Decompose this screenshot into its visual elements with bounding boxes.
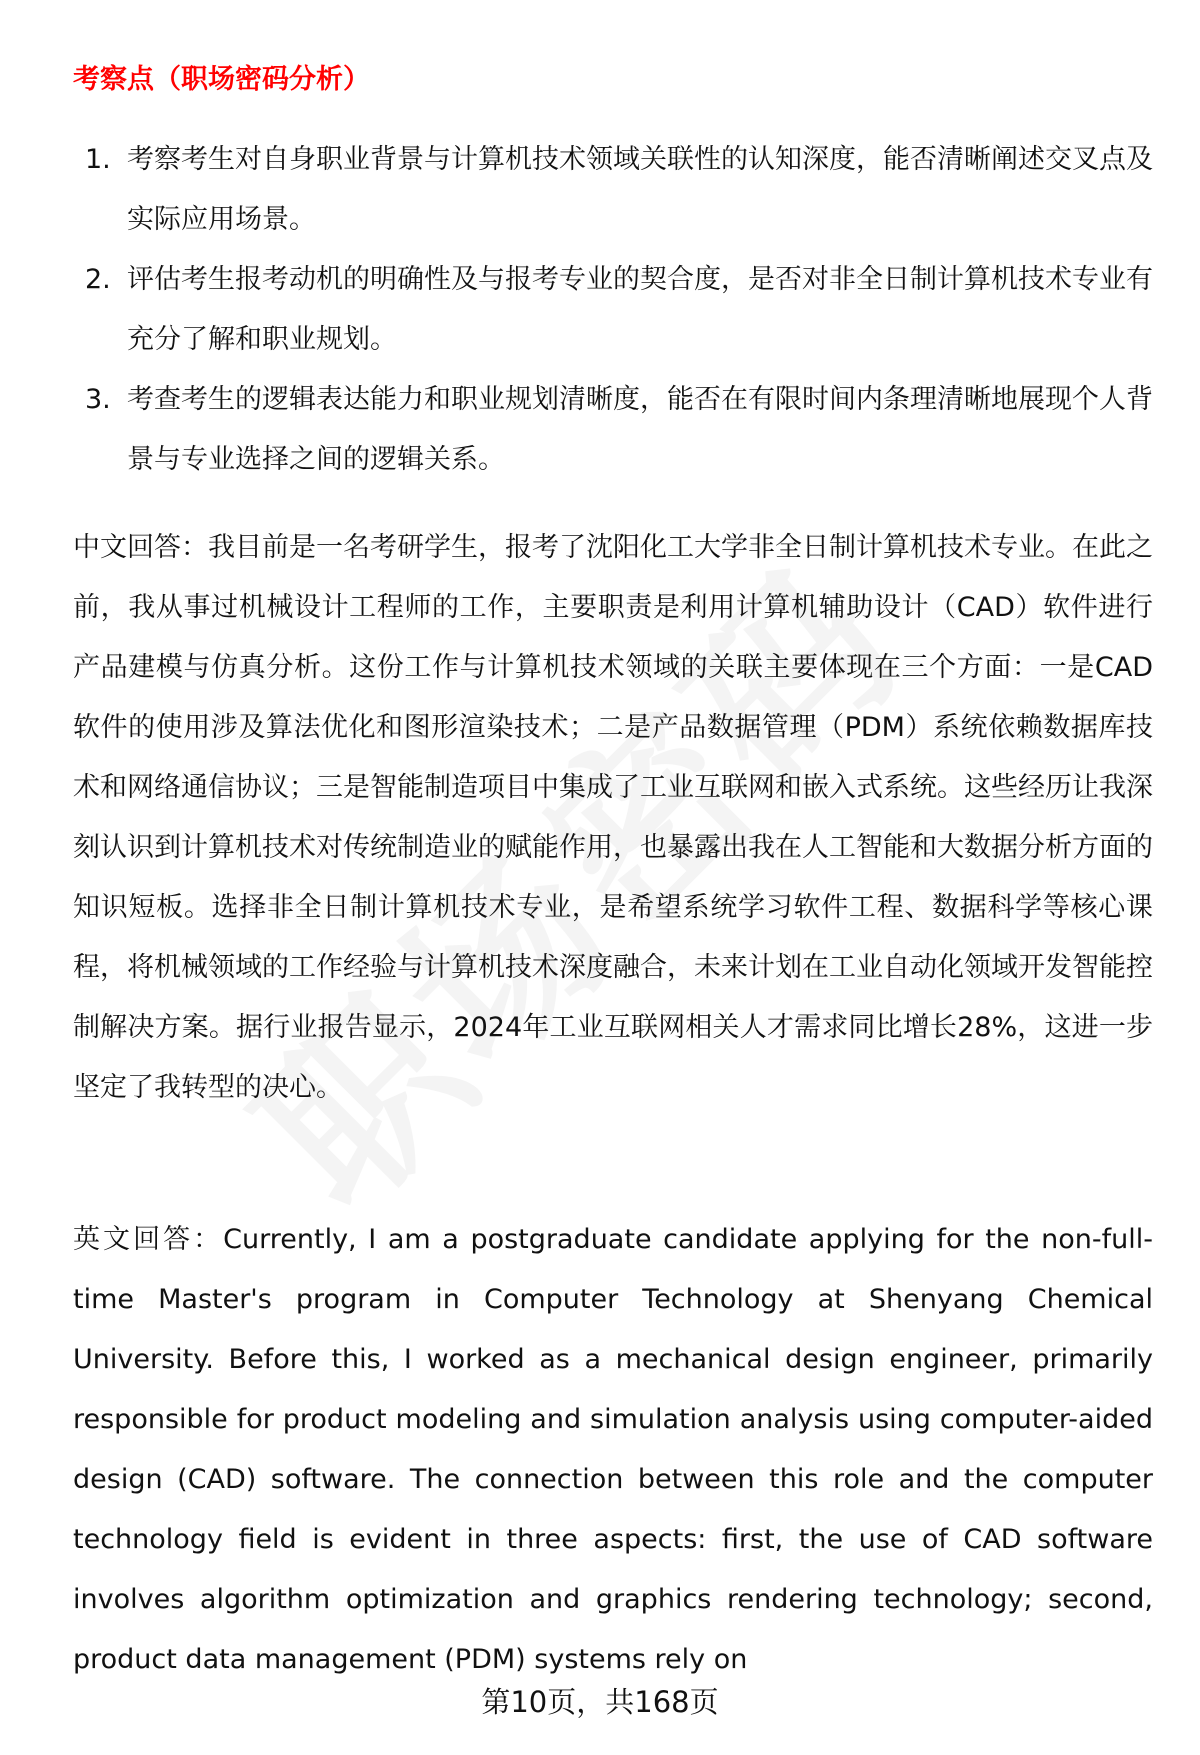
- point-text: 考查考生的逻辑表达能力和职业规划清晰度，能否在有限时间内条理清晰地展现个人背景与专业选择之间的逻辑关系。: [127, 384, 1153, 475]
- page-number-footer: 第10页，共168页: [481, 1685, 719, 1719]
- english-answer: [73, 1210, 1153, 1690]
- section-heading: 考察点（职场密码分析）: [73, 64, 370, 95]
- chinese-answer: [73, 518, 1153, 1118]
- point-number: 2.: [85, 264, 111, 295]
- assessment-point: [73, 250, 1153, 370]
- chinese-answer-label: 中文回答：: [73, 532, 208, 563]
- point-text: 考察考生对自身职业背景与计算机技术领域关联性的认知深度，能否清晰阐述交叉点及实际应用场景。: [127, 144, 1153, 235]
- assessment-point: [73, 130, 1153, 250]
- english-answer-text: Currently, I am a postgraduate candidate applying for the non-full-time Master's program in Computer Technology at Shenyang Chemical University. Before this, I worked as a mechanical design engineer, primarily responsible for product modeling and simulation analysis using computer-aided design (CAD) software. The connection between this role and the computer technology field is evident in three aspects: first, the use of CAD software involves algorithm optimization and graphics rendering technology; second, product data management (PDM) systems rely on: [73, 1224, 1153, 1675]
- chinese-answer-text: 我目前是一名考研学生，报考了沈阳化工大学非全日制计算机技术专业。在此之前，我从事过机械设计工程师的工作，主要职责是利用计算机辅助设计（CAD）软件进行产品建模与仿真分析。这份工作与计算机技术领域的关联主要体现在三个方面：一是CAD软件的使用涉及算法优化和图形渲染技术；二是产品数据管理（PDM）系统依赖数据库技术和网络通信协议；三是智能制造项目中集成了工业互联网和嵌入式系统。这些经历让我深刻认识到计算机技术对传统制造业的赋能作用，也暴露出我在人工智能和大数据分析方面的知识短板。选择非全日制计算机技术专业，是希望系统学习软件工程、数据科学等核心课程，将机械领域的工作经验与计算机技术深度融合，未来计划在工业自动化领域开发智能控制解决方案。据行业报告显示，2024年工业互联网相关人才需求同比增长28%，这进一步坚定了我转型的决心。: [73, 532, 1153, 1103]
- english-answer-label: 英文回答：: [73, 1224, 224, 1255]
- point-number: 3.: [85, 384, 111, 415]
- assessment-points-list: [73, 130, 1153, 490]
- point-text: 评估考生报考动机的明确性及与报考专业的契合度，是否对非全日制计算机技术专业有充分了解和职业规划。: [127, 264, 1153, 355]
- point-number: 1.: [85, 144, 111, 175]
- assessment-point: [73, 370, 1153, 490]
